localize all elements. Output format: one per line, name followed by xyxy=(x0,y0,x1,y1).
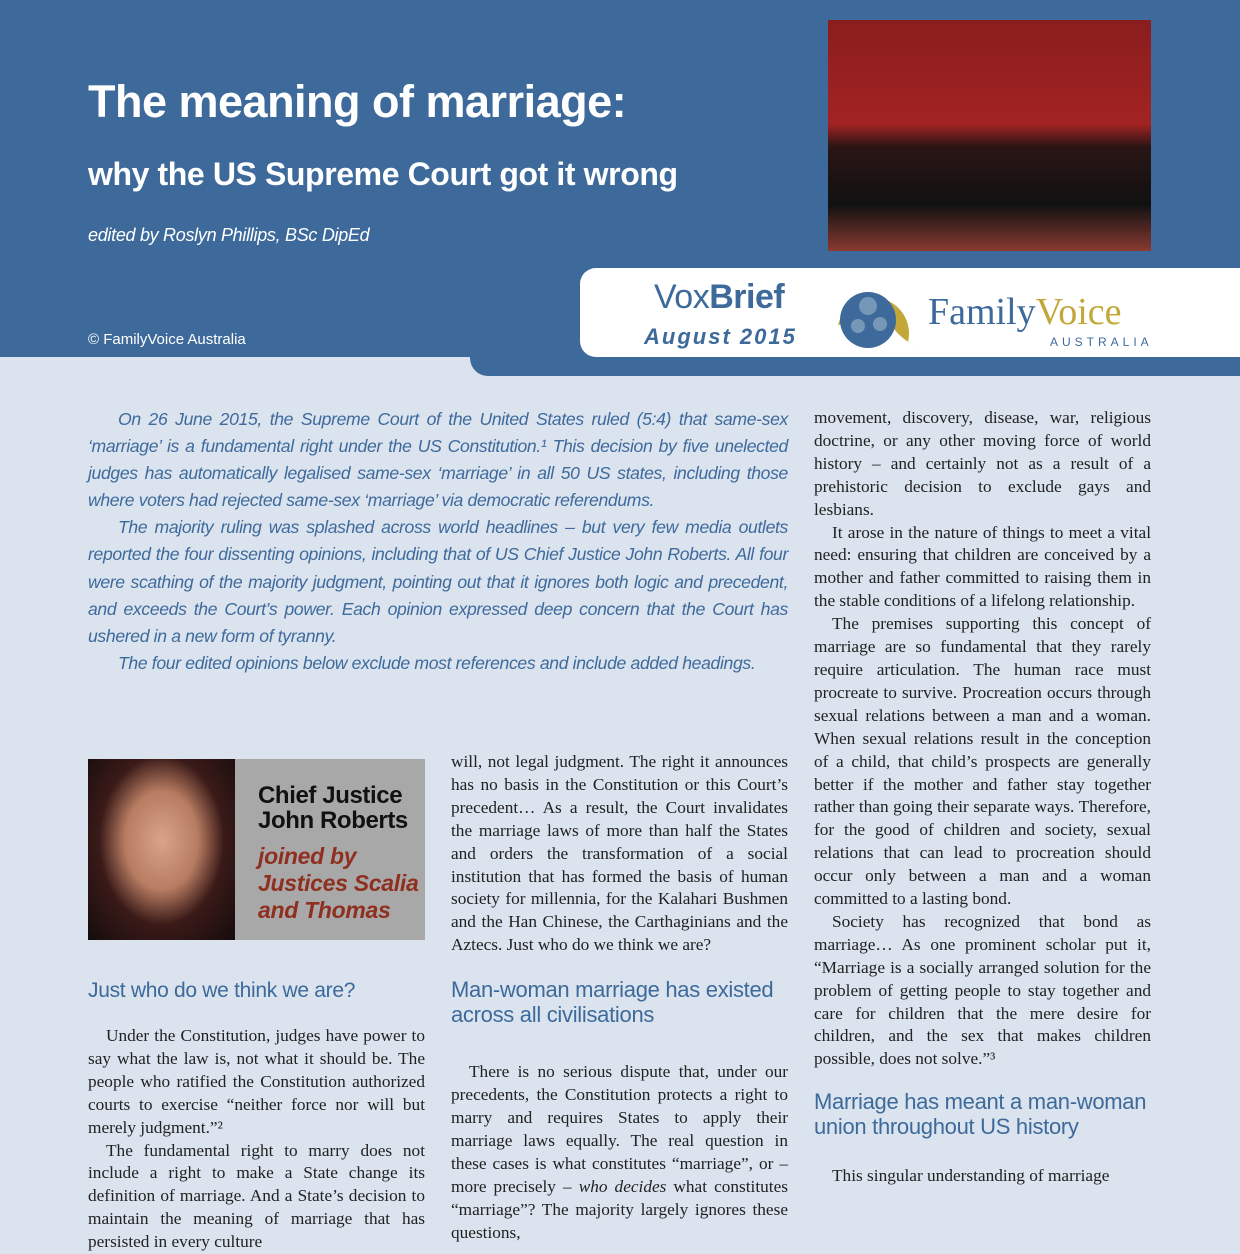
vox-text: Vox xyxy=(654,278,710,316)
column-2 xyxy=(451,751,788,1244)
column-3 xyxy=(814,407,1151,1188)
intro-paragraph: The four edited opinions below exclude most references and include added headings. xyxy=(118,652,756,673)
roberts-photo xyxy=(88,759,235,940)
voxbrief-logo xyxy=(654,278,784,317)
family-logo-icon xyxy=(828,280,918,350)
paragraph: movement, discovery, disease, war, religious doctrine, or any other moving force of world history – and certainly not as a result of a prehistoric decision to exclude gays and lesbians. xyxy=(814,408,1151,519)
paragraph: It arose in the nature of things to meet a vital need: ensuring that children are conceived by a mother and father committed to raising them in the stable conditions of a lifelong relationship. xyxy=(814,522,1151,611)
page-title: The meaning of marriage: xyxy=(88,76,627,127)
paragraph: Society has recognized that bond as marriage… As one prominent scholar put it, “Marriage is a socially arranged solution for the problem of getting people to stay together and care for children that the mere desire for children, and the sex that makes children possible, does not solve.”³ xyxy=(814,911,1151,1069)
section-heading: Marriage has meant a man-woman union throughout US history xyxy=(814,1089,1147,1140)
justice-name: Chief Justice John Roberts xyxy=(258,782,408,834)
paragraph: There is no serious dispute that, under our precedents, the Constitution protects a right to marry and requires States to apply their marriage laws equally. The real question in these cases is what constitutes “marriage”, or – more precisely – who decides what constitutes “marriage”? The majority largely ignores these questions, xyxy=(451,1062,788,1242)
paragraph: The fundamental right to marry does not include a right to make a State change its definition of marriage. And a State’s decision to maintain the meaning of marriage that has persisted in every culture xyxy=(88,1140,425,1252)
paragraph: will, not legal judgment. The right it announces has no basis in the Constitution or this Court’s precedent… As a result, the Court invalidates the marriage laws of more than half the States and orders the transformation of a social institution that has formed the basis of human society for millennia, for the Kalahari Bushmen and the Han Chinese, the Carthaginians and the Aztecs. Just who do we think we are? xyxy=(451,752,788,955)
intro-paragraph: The majority ruling was splashed across world headlines – but very few media outlets reported the four dissenting opinions, including that of US Chief Justice John Roberts. All four were scathing of the majority judgment, pointing out that it ignores both logic and precedent, and exceeds the Court’s power. Each opinion expressed deep concern that the Court has ushered in a new form of tyranny. xyxy=(88,517,788,646)
issue-date: August 2015 xyxy=(644,324,797,349)
intro-text xyxy=(88,406,788,677)
paragraph: Under the Constitution, judges have power to say what the law is, not what it should be. The people who ratified the Constitution authorized courts to exercise “neither force nor will but merely judgment.”² xyxy=(88,1026,425,1137)
paragraph: The premises supporting this concept of marriage are so fundamental that they rarely require articulation. The human race must procreate to survive. Procreation occurs through sexual relations between a man and a woman. When sexual relations result in the conception of a child, that child’s prospects are generally better if the mother and father stay together rather than going their separate ways. Therefore, for the good of children and society, sexual relations that can lead to procreation should occur only between a man and a woman committed to a lasting bond. xyxy=(814,614,1151,909)
section-heading: Man-woman marriage has existed across all civilisations xyxy=(451,977,774,1028)
joined-by: joined by Justices Scalia and Thomas xyxy=(258,843,419,923)
editor-credit: edited by Roslyn Phillips, BSc DipEd xyxy=(88,225,370,245)
section-heading: Just who do we think we are? xyxy=(88,979,356,1002)
brief-text: Brief xyxy=(709,278,785,316)
justice-box xyxy=(88,759,425,940)
australia-text: AUSTRALIA xyxy=(1050,335,1153,349)
page-subtitle: why the US Supreme Court got it wrong xyxy=(88,156,678,192)
family-text: Family xyxy=(928,291,1036,333)
voice-text: Voice xyxy=(1035,291,1122,333)
intro-paragraph: On 26 June 2015, the Supreme Court of the United States ruled (5:4) that same-sex ‘marriage’ is a fundamental right under the US Constitution.¹ This decision by five unelected judges has automatically legalised same-sex ‘marriage’ in all 50 US states, including those where voters had rejected same-sex ‘marriage’ via democratic referendums. xyxy=(88,409,788,511)
column-1 xyxy=(88,978,425,1254)
copyright: © FamilyVoice Australia xyxy=(88,331,246,348)
supreme-court-photo xyxy=(828,20,1151,251)
paragraph: This singular understanding of marriage xyxy=(832,1166,1110,1186)
familyvoice-logo xyxy=(928,290,1122,334)
